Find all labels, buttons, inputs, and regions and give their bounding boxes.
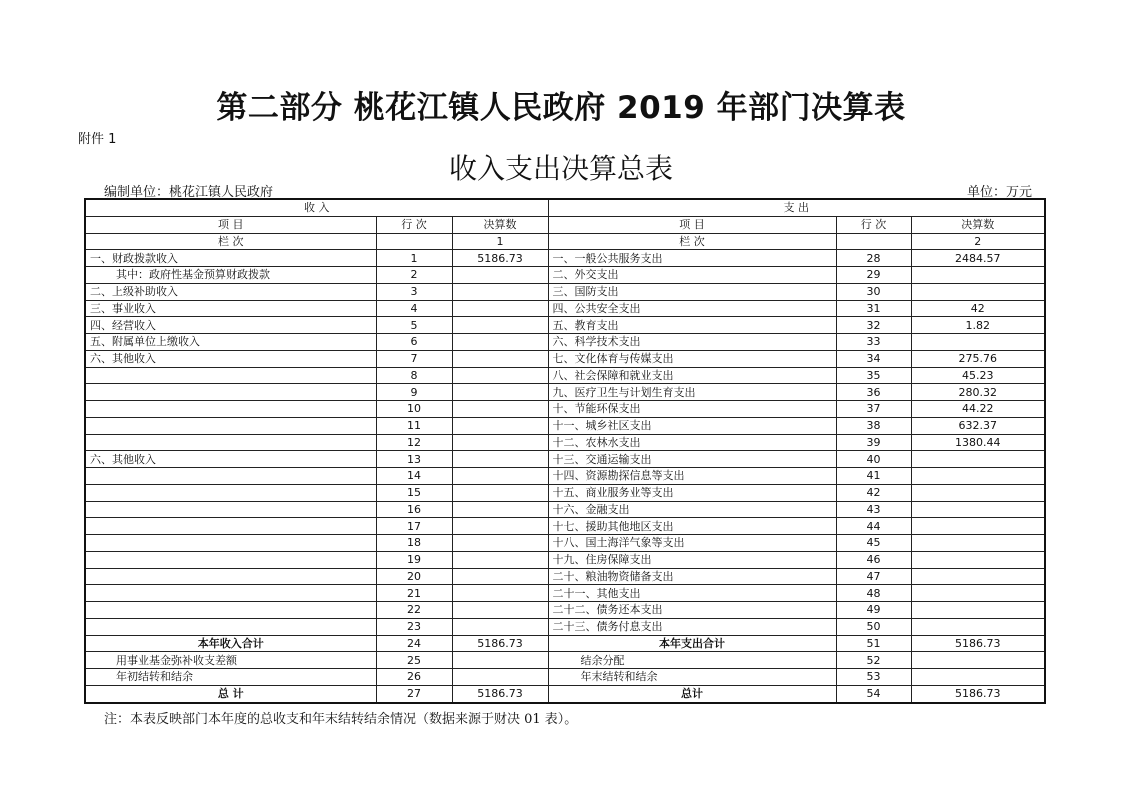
expense-lane-label: 栏 次 [548, 233, 836, 250]
expense-total-line-no: 52 [836, 652, 911, 669]
expense-line-no: 32 [836, 317, 911, 334]
income-item: 五、附属单位上缴收入 [85, 334, 376, 351]
income-expense-table [84, 198, 1046, 704]
table-row [85, 551, 1045, 568]
expense-amount: 632.37 [911, 417, 1045, 434]
income-item [85, 434, 376, 451]
expense-amount: 1.82 [911, 317, 1045, 334]
table-row [85, 518, 1045, 535]
expense-amount [911, 618, 1045, 635]
expense-amount [911, 568, 1045, 585]
expense-item: 十、节能环保支出 [548, 401, 836, 418]
table-row [85, 501, 1045, 518]
income-amount [452, 484, 548, 501]
expense-amount [911, 535, 1045, 552]
table-row [85, 283, 1045, 300]
expense-item: 六、科学技术支出 [548, 334, 836, 351]
table-row [85, 401, 1045, 418]
expense-amount [911, 468, 1045, 485]
expense-item: 九、医疗卫生与计划生育支出 [548, 384, 836, 401]
income-line-no: 10 [376, 401, 452, 418]
income-amount [452, 367, 548, 384]
page-title: 第二部分 桃花江镇人民政府 2019 年部门决算表 [216, 90, 906, 126]
expense-item: 十二、农林水支出 [548, 434, 836, 451]
income-line-no: 3 [376, 283, 452, 300]
income-line-no: 8 [376, 367, 452, 384]
income-total-amount [452, 652, 548, 669]
expense-total-item: 年末结转和结余 [548, 669, 836, 686]
income-item: 其中：政府性基金预算财政拨款 [85, 267, 376, 284]
expense-line-no: 45 [836, 535, 911, 552]
income-total-line-no: 25 [376, 652, 452, 669]
expense-item-header: 项 目 [548, 216, 836, 233]
income-line-no: 11 [376, 417, 452, 434]
expense-line-no: 31 [836, 300, 911, 317]
income-item [85, 568, 376, 585]
income-item: 一、财政拨款收入 [85, 250, 376, 267]
expense-amount [911, 334, 1045, 351]
table-row [85, 468, 1045, 485]
expense-amount [911, 283, 1045, 300]
expense-item: 八、社会保障和就业支出 [548, 367, 836, 384]
expense-line-no: 37 [836, 401, 911, 418]
income-item [85, 501, 376, 518]
expense-total-line-no: 51 [836, 635, 911, 652]
expense-line-no: 34 [836, 350, 911, 367]
income-line-no: 21 [376, 585, 452, 602]
expense-item: 四、公共安全支出 [548, 300, 836, 317]
expense-lane-number: 2 [911, 233, 1045, 250]
lane-row [85, 233, 1045, 250]
expense-total-item: 本年支出合计 [548, 635, 836, 652]
income-amount [452, 317, 548, 334]
income-item [85, 551, 376, 568]
income-amount [452, 434, 548, 451]
table-row [85, 451, 1045, 468]
income-item: 三、事业收入 [85, 300, 376, 317]
expense-amount: 1380.44 [911, 434, 1045, 451]
income-amount [452, 283, 548, 300]
expense-line-no: 42 [836, 484, 911, 501]
table-row [85, 317, 1045, 334]
expense-line-no: 36 [836, 384, 911, 401]
income-amount [452, 350, 548, 367]
footnote: 注：本表反映部门本年度的总收支和年末结转结余情况（数据来源于财决 01 表）。 [104, 712, 578, 727]
expense-amount: 2484.57 [911, 250, 1045, 267]
income-line-no: 13 [376, 451, 452, 468]
income-amount [452, 501, 548, 518]
income-total-line-no: 24 [376, 635, 452, 652]
expense-item: 十四、资源勘探信息等支出 [548, 468, 836, 485]
expense-line-no: 43 [836, 501, 911, 518]
income-line-header: 行 次 [376, 216, 452, 233]
expense-amount [911, 501, 1045, 518]
table-row [85, 568, 1045, 585]
income-amount-header: 决算数 [452, 216, 548, 233]
income-line-no: 7 [376, 350, 452, 367]
expense-amount [911, 267, 1045, 284]
table-row [85, 417, 1045, 434]
expense-line-no: 30 [836, 283, 911, 300]
income-amount: 5186.73 [452, 250, 548, 267]
expense-line-no: 46 [836, 551, 911, 568]
table-row [85, 250, 1045, 267]
income-line-no: 9 [376, 384, 452, 401]
income-amount [452, 585, 548, 602]
table-row [85, 334, 1045, 351]
expense-section-header: 支 出 [548, 199, 1045, 216]
income-amount [452, 384, 548, 401]
expense-item: 三、国防支出 [548, 283, 836, 300]
income-amount [452, 518, 548, 535]
expense-item: 十三、交通运输支出 [548, 451, 836, 468]
income-line-no: 4 [376, 300, 452, 317]
income-item [85, 384, 376, 401]
income-amount [452, 568, 548, 585]
expense-total-amount [911, 669, 1045, 686]
expense-line-header: 行 次 [836, 216, 911, 233]
column-header-row [85, 216, 1045, 233]
income-item [85, 535, 376, 552]
income-line-no: 18 [376, 535, 452, 552]
income-amount [452, 300, 548, 317]
table-row [85, 367, 1045, 384]
table-row [85, 484, 1045, 501]
table-row [85, 434, 1045, 451]
income-item: 六、其他收入 [85, 451, 376, 468]
table-title: 收入支出决算总表 [448, 152, 673, 185]
income-line-no: 5 [376, 317, 452, 334]
expense-item: 十六、金融支出 [548, 501, 836, 518]
income-amount [452, 334, 548, 351]
expense-amount [911, 585, 1045, 602]
table-row [85, 585, 1045, 602]
income-total-amount: 5186.73 [452, 685, 548, 702]
income-total-item: 年初结转和结余 [85, 669, 376, 686]
income-item-header: 项 目 [85, 216, 376, 233]
expense-total-line-no: 54 [836, 685, 911, 702]
table-row [85, 350, 1045, 367]
expense-line-no: 47 [836, 568, 911, 585]
expense-amount [911, 551, 1045, 568]
income-line-no: 12 [376, 434, 452, 451]
income-line-no: 17 [376, 518, 452, 535]
income-lane-label: 栏 次 [85, 233, 376, 250]
expense-item: 二、外交支出 [548, 267, 836, 284]
total-row [85, 635, 1045, 652]
expense-line-no: 33 [836, 334, 911, 351]
expense-item: 二十三、债务付息支出 [548, 618, 836, 635]
income-amount [452, 451, 548, 468]
table-row [85, 618, 1045, 635]
income-item [85, 401, 376, 418]
income-total-line-no: 27 [376, 685, 452, 702]
income-amount [452, 468, 548, 485]
income-lane-number: 1 [452, 233, 548, 250]
expense-amount: 44.22 [911, 401, 1045, 418]
income-total-item: 总 计 [85, 685, 376, 702]
expense-line-no: 50 [836, 618, 911, 635]
section-header-row [85, 199, 1045, 216]
income-line-no: 1 [376, 250, 452, 267]
expense-total-line-no: 53 [836, 669, 911, 686]
table-row [85, 267, 1045, 284]
income-amount [452, 618, 548, 635]
income-line-no: 20 [376, 568, 452, 585]
income-item [85, 585, 376, 602]
expense-line-no: 35 [836, 367, 911, 384]
income-item [85, 618, 376, 635]
total-row [85, 669, 1045, 686]
table-row [85, 602, 1045, 619]
income-total-amount: 5186.73 [452, 635, 548, 652]
income-line-no: 16 [376, 501, 452, 518]
income-item: 六、其他收入 [85, 350, 376, 367]
income-item [85, 484, 376, 501]
total-row [85, 652, 1045, 669]
income-section-header: 收 入 [85, 199, 548, 216]
table-row [85, 535, 1045, 552]
currency-unit: 单位：万元 [966, 185, 1032, 200]
income-line-no: 14 [376, 468, 452, 485]
income-amount [452, 401, 548, 418]
income-item [85, 367, 376, 384]
expense-line-no: 28 [836, 250, 911, 267]
expense-line-no: 38 [836, 417, 911, 434]
income-line-no: 6 [376, 334, 452, 351]
expense-lane-blank [836, 233, 911, 250]
expense-item: 十七、援助其他地区支出 [548, 518, 836, 535]
expense-item: 二十、粮油物资储备支出 [548, 568, 836, 585]
expense-line-no: 48 [836, 585, 911, 602]
expense-item: 十五、商业服务业等支出 [548, 484, 836, 501]
income-total-line-no: 26 [376, 669, 452, 686]
income-amount [452, 535, 548, 552]
income-line-no: 15 [376, 484, 452, 501]
expense-line-no: 29 [836, 267, 911, 284]
expense-item: 七、文化体育与传媒支出 [548, 350, 836, 367]
income-item [85, 602, 376, 619]
income-line-no: 23 [376, 618, 452, 635]
expense-total-item: 总计 [548, 685, 836, 702]
expense-amount: 280.32 [911, 384, 1045, 401]
expense-item: 十一、城乡社区支出 [548, 417, 836, 434]
expense-line-no: 49 [836, 602, 911, 619]
expense-item: 十九、住房保障支出 [548, 551, 836, 568]
expense-item: 十八、国土海洋气象等支出 [548, 535, 836, 552]
income-item [85, 518, 376, 535]
expense-item: 二十一、其他支出 [548, 585, 836, 602]
expense-amount [911, 451, 1045, 468]
expense-amount: 275.76 [911, 350, 1045, 367]
expense-line-no: 39 [836, 434, 911, 451]
expense-amount [911, 484, 1045, 501]
expense-amount-header: 决算数 [911, 216, 1045, 233]
expense-amount [911, 518, 1045, 535]
compiling-unit: 编制单位：桃花江镇人民政府 [104, 185, 274, 200]
attachment-label: 附件 1 [78, 132, 117, 147]
expense-item: 一、一般公共服务支出 [548, 250, 836, 267]
expense-item: 二十二、债务还本支出 [548, 602, 836, 619]
income-item: 四、经营收入 [85, 317, 376, 334]
income-item [85, 468, 376, 485]
income-amount [452, 417, 548, 434]
expense-total-amount [911, 652, 1045, 669]
table-row [85, 300, 1045, 317]
total-row [85, 685, 1045, 702]
expense-line-no: 40 [836, 451, 911, 468]
income-total-item: 本年收入合计 [85, 635, 376, 652]
expense-item: 五、教育支出 [548, 317, 836, 334]
income-amount [452, 267, 548, 284]
table-row [85, 384, 1045, 401]
expense-amount: 42 [911, 300, 1045, 317]
expense-amount: 45.23 [911, 367, 1045, 384]
income-amount [452, 602, 548, 619]
income-amount [452, 551, 548, 568]
income-line-no: 2 [376, 267, 452, 284]
expense-line-no: 44 [836, 518, 911, 535]
income-total-item: 用事业基金弥补收支差额 [85, 652, 376, 669]
expense-line-no: 41 [836, 468, 911, 485]
expense-total-amount: 5186.73 [911, 685, 1045, 702]
income-item: 二、上级补助收入 [85, 283, 376, 300]
income-line-no: 22 [376, 602, 452, 619]
income-lane-blank [376, 233, 452, 250]
income-item [85, 417, 376, 434]
expense-total-amount: 5186.73 [911, 635, 1045, 652]
income-line-no: 19 [376, 551, 452, 568]
income-total-amount [452, 669, 548, 686]
expense-amount [911, 602, 1045, 619]
expense-total-item: 结余分配 [548, 652, 836, 669]
